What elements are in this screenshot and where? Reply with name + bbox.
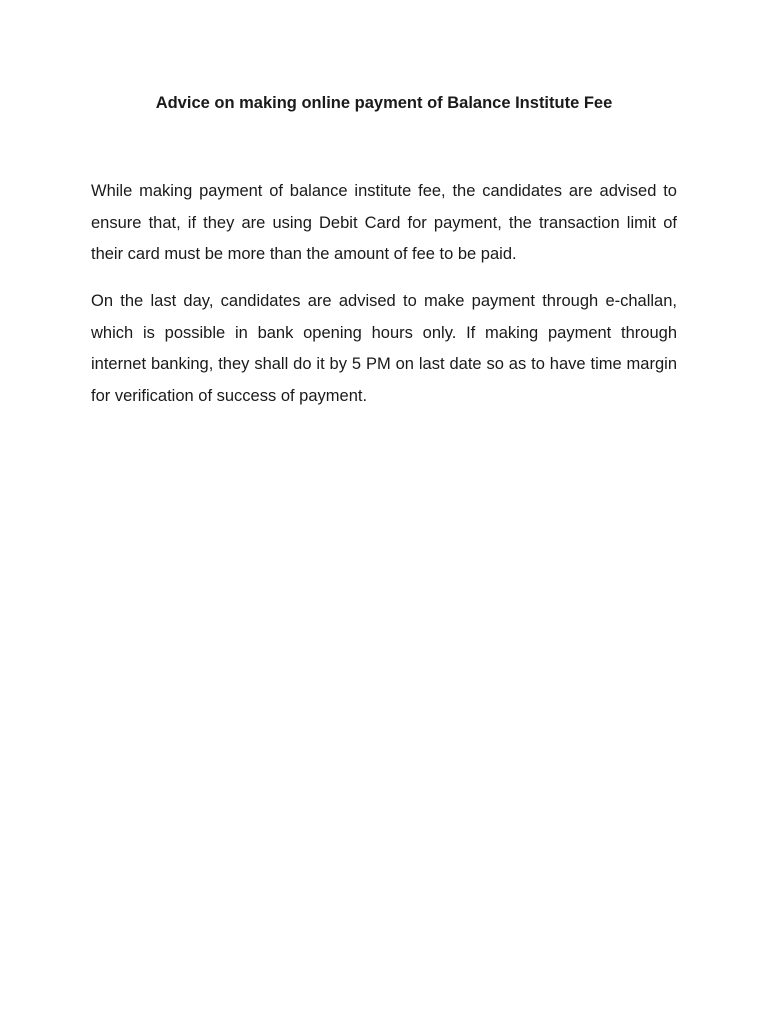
paragraph-last-day-advice: On the last day, candidates are advised to make payment through e-challan, which is possible in bank opening hours only. If making payment through internet banking, they shall do it by 5 PM on last date so as to have time margin for verification of success of payment.: [91, 292, 677, 405]
document-title: Advice on making online payment of Balance Institute Fee: [155, 94, 613, 112]
paragraph-debit-card-advice: While making payment of balance institute fee, the candidates are advised to ensure that, if they are using Debit Card for payment, the transaction limit of their card must be more than the amount of fee to be paid.: [91, 182, 677, 263]
